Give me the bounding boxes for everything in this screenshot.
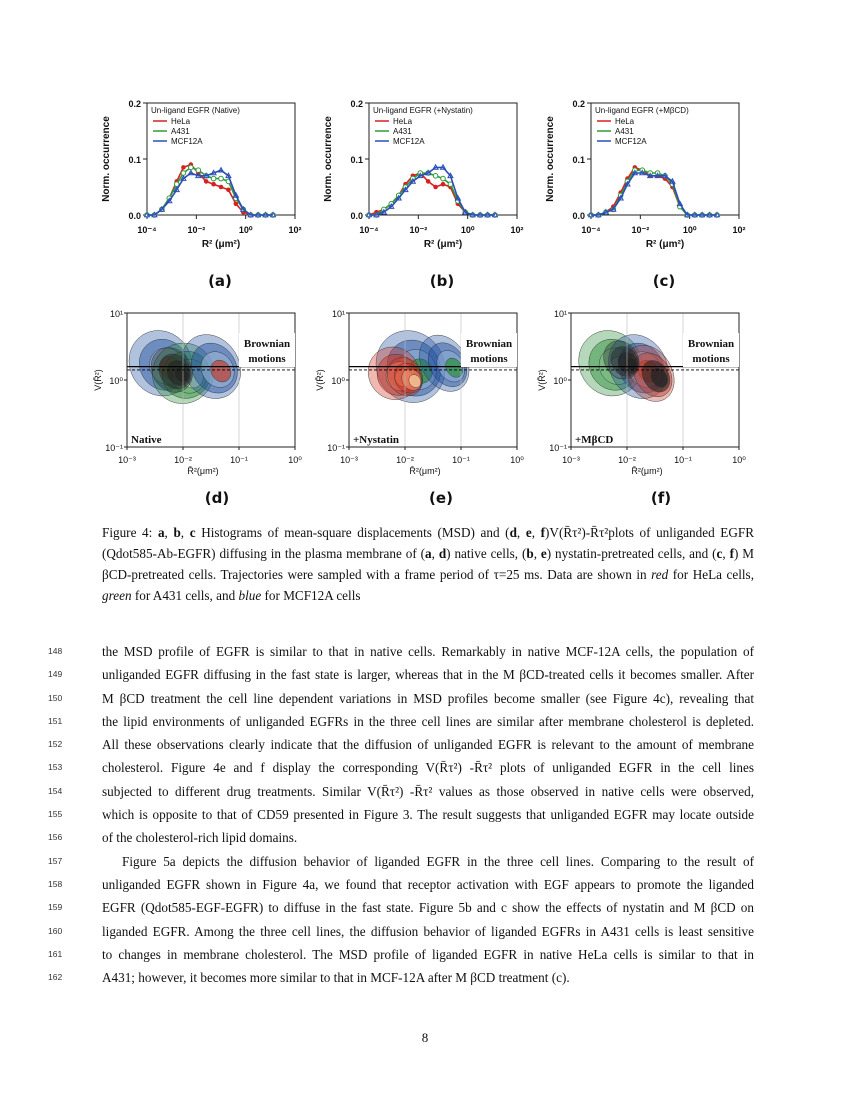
x-tick-label: 10⁻¹ xyxy=(452,455,470,465)
x-tick-label: 10⁰ xyxy=(460,225,475,235)
line-text: the lipid environments of unliganded EGFRs in the three cell lines are similar after membrane cholesterol is depleted. xyxy=(102,713,754,729)
plot-frame xyxy=(591,103,739,215)
y-tick-label: 0.0 xyxy=(128,211,141,221)
line-number: 154 xyxy=(48,785,63,796)
data-point xyxy=(219,176,224,181)
line-number: 155 xyxy=(48,809,63,820)
y-axis-label: Norm. occurrence xyxy=(323,116,334,202)
data-point xyxy=(441,182,446,187)
line-number: 157 xyxy=(48,855,63,866)
condition-label: +Nystatin xyxy=(353,434,399,446)
y-axis-label: V(R̄²) xyxy=(537,369,547,391)
y-tick-label: 0.2 xyxy=(350,99,363,109)
line-number: 151 xyxy=(48,715,63,726)
x-tick-label: 10⁰ xyxy=(238,225,253,235)
legend-label: A431 xyxy=(171,127,190,136)
x-tick-label: 10⁻¹ xyxy=(230,455,248,465)
text-line xyxy=(48,896,754,919)
histogram-panel-c xyxy=(539,85,749,270)
x-tick-label: 10⁻¹ xyxy=(674,455,692,465)
legend-label: MCF12A xyxy=(171,137,203,146)
y-tick-label: 10⁻¹ xyxy=(549,443,567,453)
panel-label-d: (d) xyxy=(204,489,230,507)
y-axis-label: Norm. occurrence xyxy=(545,116,556,202)
x-axis-label: R² (μm²) xyxy=(645,239,685,250)
line-number: 148 xyxy=(48,646,63,656)
plot-frame xyxy=(369,103,517,215)
y-axis-label: V(R̄²) xyxy=(93,369,103,391)
y-tick-label: 0.0 xyxy=(572,211,585,221)
line-number: 152 xyxy=(48,739,63,750)
text-line xyxy=(48,920,754,943)
panel-label-a: (a) xyxy=(208,272,232,290)
line-text: A431; however, it becomes more similar to that in MCF-12A after M βCD treatment (c). xyxy=(102,970,570,986)
brownian-label: Brownian xyxy=(687,338,735,350)
y-tick-label: 0.2 xyxy=(572,99,585,109)
y-tick-label: 0.1 xyxy=(128,155,141,165)
contour-density xyxy=(566,319,684,411)
x-tick-label: 10⁻² xyxy=(409,225,428,235)
line-text: which is opposite to that of CD59 presented in Figure 3. The result suggests that unliganded EGFR may locate outside xyxy=(102,807,754,823)
line-text: unliganded EGFR shown in Figure 4a, we found that receptor activation with EGF appears to promote the liganded xyxy=(102,876,754,892)
figure-4 xyxy=(95,85,760,510)
y-tick-label: 0.1 xyxy=(572,155,585,165)
text-line xyxy=(48,733,754,756)
x-tick-label: 10⁻³ xyxy=(118,455,136,465)
legend-label: MCF12A xyxy=(615,137,647,146)
legend-title: Un-ligand EGFR (Native) xyxy=(151,106,240,115)
x-tick-label: 10² xyxy=(510,225,524,235)
y-tick-label: 10⁰ xyxy=(331,376,345,386)
y-tick-label: 10⁻¹ xyxy=(327,443,345,453)
x-axis-label: R̄²(μm²) xyxy=(631,466,663,476)
x-tick-label: 10² xyxy=(288,225,302,235)
legend-label: HeLa xyxy=(171,117,191,126)
text-line xyxy=(48,966,754,989)
y-tick-label: 10⁻¹ xyxy=(105,443,123,453)
x-tick-label: 10⁻⁴ xyxy=(137,225,157,235)
x-tick-label: 10⁰ xyxy=(288,455,302,465)
histogram-panel-b xyxy=(317,85,527,270)
y-axis-label: Norm. occurrence xyxy=(101,116,112,202)
line-text: of the cholesterol-rich lipid domains. xyxy=(102,830,298,846)
body-text xyxy=(48,640,754,989)
legend-label: A431 xyxy=(615,127,634,136)
line-text: to changes in membrane cholesterol. The MSD profile of liganded EGFR in native HeLa cells is similar to that in xyxy=(102,946,754,962)
line-text: cholesterol. Figure 4e and f display the corresponding V(R̄τ²) -R̄τ² plots of unliganded EGFR in the cell lines xyxy=(102,760,754,776)
data-point xyxy=(181,165,186,170)
data-point xyxy=(211,182,216,187)
line-number: 158 xyxy=(48,878,63,889)
legend-label: HeLa xyxy=(393,117,413,126)
brownian-label: motions xyxy=(248,353,286,365)
contour-panel-e xyxy=(317,307,532,485)
y-tick-label: 10⁰ xyxy=(109,376,123,386)
line-text: liganded EGFR. Among the three cell lines, the diffusion behavior of liganded EGFRs in A431 cells is least sensitive xyxy=(102,923,754,939)
x-tick-label: 10⁰ xyxy=(510,455,524,465)
text-line xyxy=(48,687,754,710)
x-axis-label: R̄²(μm²) xyxy=(409,466,441,476)
line-number: 149 xyxy=(48,669,63,680)
line-number: 159 xyxy=(48,902,63,913)
text-line xyxy=(48,826,754,849)
x-tick-label: 10⁻² xyxy=(618,455,636,465)
legend-label: A431 xyxy=(393,127,412,136)
line-text: Figure 5a depicts the diffusion behavior of liganded EGFR in the three cell lines. Comparing to the result of xyxy=(122,853,754,869)
x-tick-label: 10⁻³ xyxy=(340,455,358,465)
data-point xyxy=(189,165,194,170)
data-point xyxy=(433,185,438,190)
data-point xyxy=(226,188,231,193)
condition-label: Native xyxy=(131,434,162,446)
brownian-label: motions xyxy=(692,353,730,365)
text-line xyxy=(48,640,754,663)
x-tick-label: 10⁻² xyxy=(631,225,650,235)
x-axis-label: R² (μm²) xyxy=(423,239,463,250)
legend-label: MCF12A xyxy=(393,137,425,146)
brownian-label: motions xyxy=(470,353,508,365)
histogram-panel-a xyxy=(95,85,305,270)
x-tick-label: 10⁻³ xyxy=(562,455,580,465)
panel-label-f: (f) xyxy=(650,489,672,507)
x-axis-label: R² (μm²) xyxy=(201,239,241,250)
panel-label-b: (b) xyxy=(429,272,455,290)
y-tick-label: 0.1 xyxy=(350,155,363,165)
series-line-hela xyxy=(147,165,273,215)
line-text: EGFR (Qdot585-EGF-EGFR) to diffuse in the fast state. Figure 5b and c show the effects of nystatin and M βCD on xyxy=(102,900,754,916)
x-tick-label: 10⁻² xyxy=(396,455,414,465)
line-text: subjected to different drug treatments. Similar V(R̄τ²) -R̄τ² values as those observed in native cells were observed, xyxy=(102,783,754,799)
data-point xyxy=(204,179,209,184)
y-tick-label: 10¹ xyxy=(109,309,123,319)
x-tick-label: 10⁻² xyxy=(174,455,192,465)
y-axis-label: V(R̄²) xyxy=(315,369,325,391)
line-number: 150 xyxy=(48,692,63,703)
text-line xyxy=(48,873,754,896)
line-number: 161 xyxy=(48,948,63,959)
x-tick-label: 10⁰ xyxy=(732,455,746,465)
text-line xyxy=(48,850,754,873)
figure-caption: Figure 4: a, b, c Histograms of mean-square displacements (MSD) and (d, e, f)V(R̄τ²)-R̄τ²plots of unliganded EGFR (Qdot585-Ab-EGFR) diffusing in the plasma membrane of (a, d) native cells, (b, e) nystatin-pretreated cells, and (c, f) M βCD-pretreated cells. Trajectories were sampled with a frame period of τ=25 ms. Data are shown in red for HeLa cells, green for A431 cells, and blue for MCF12A cells xyxy=(102,525,755,603)
line-text: M βCD treatment the cell line dependent variations in MSD profiles become smaller (see Figure 4c), revealing that xyxy=(102,690,754,706)
data-point xyxy=(181,171,186,176)
data-point xyxy=(211,176,216,181)
panel-label-e: (e) xyxy=(429,489,453,507)
y-tick-label: 0.0 xyxy=(350,211,363,221)
condition-label: +MβCD xyxy=(575,434,614,446)
data-point xyxy=(441,176,446,181)
x-tick-label: 10⁻² xyxy=(187,225,206,235)
x-tick-label: 10⁻⁴ xyxy=(581,225,601,235)
data-point xyxy=(234,202,239,207)
line-number: 160 xyxy=(48,925,63,936)
text-line xyxy=(48,710,754,733)
text-line xyxy=(48,756,754,779)
y-tick-label: 10¹ xyxy=(331,309,345,319)
x-tick-label: 10² xyxy=(732,225,746,235)
text-line xyxy=(48,943,754,966)
legend-title: Un-ligand EGFR (+Nystatin) xyxy=(373,106,473,115)
brownian-label: Brownian xyxy=(243,338,291,350)
legend-title: Un-ligand EGFR (+MβCD) xyxy=(595,106,689,115)
text-line xyxy=(48,663,754,686)
contour-panel-f xyxy=(539,307,754,485)
x-axis-label: R̄²(μm²) xyxy=(187,466,219,476)
data-point xyxy=(433,174,438,179)
data-point xyxy=(426,179,431,184)
line-text: All these observations clearly indicate that the diffusion of unliganded EGFR is relevant to the amount of membrane xyxy=(102,737,754,753)
line-number: 153 xyxy=(48,762,63,773)
page-number: 8 xyxy=(421,1030,429,1045)
series-line-hela xyxy=(591,167,717,215)
panel-label-c: (c) xyxy=(652,272,676,290)
y-tick-label: 10¹ xyxy=(553,309,567,319)
line-text: the MSD profile of EGFR is similar to that in native cells. Remarkably in native MCF-12A cells, the population of xyxy=(102,644,754,659)
y-tick-label: 10⁰ xyxy=(553,376,567,386)
y-tick-label: 0.2 xyxy=(128,99,141,109)
text-line xyxy=(48,780,754,803)
contour-panel-d xyxy=(95,307,310,485)
x-tick-label: 10⁰ xyxy=(682,225,697,235)
x-tick-label: 10⁻⁴ xyxy=(359,225,379,235)
text-line xyxy=(48,803,754,826)
data-point xyxy=(219,185,224,190)
brownian-label: Brownian xyxy=(465,338,513,350)
line-number: 156 xyxy=(48,832,63,843)
legend-label: HeLa xyxy=(615,117,635,126)
line-number: 162 xyxy=(48,972,63,983)
line-text: unliganded EGFR diffusing in the fast state is larger, whereas that in the M βCD-treated cells it becomes smaller. After xyxy=(102,667,754,683)
data-point xyxy=(196,168,201,173)
